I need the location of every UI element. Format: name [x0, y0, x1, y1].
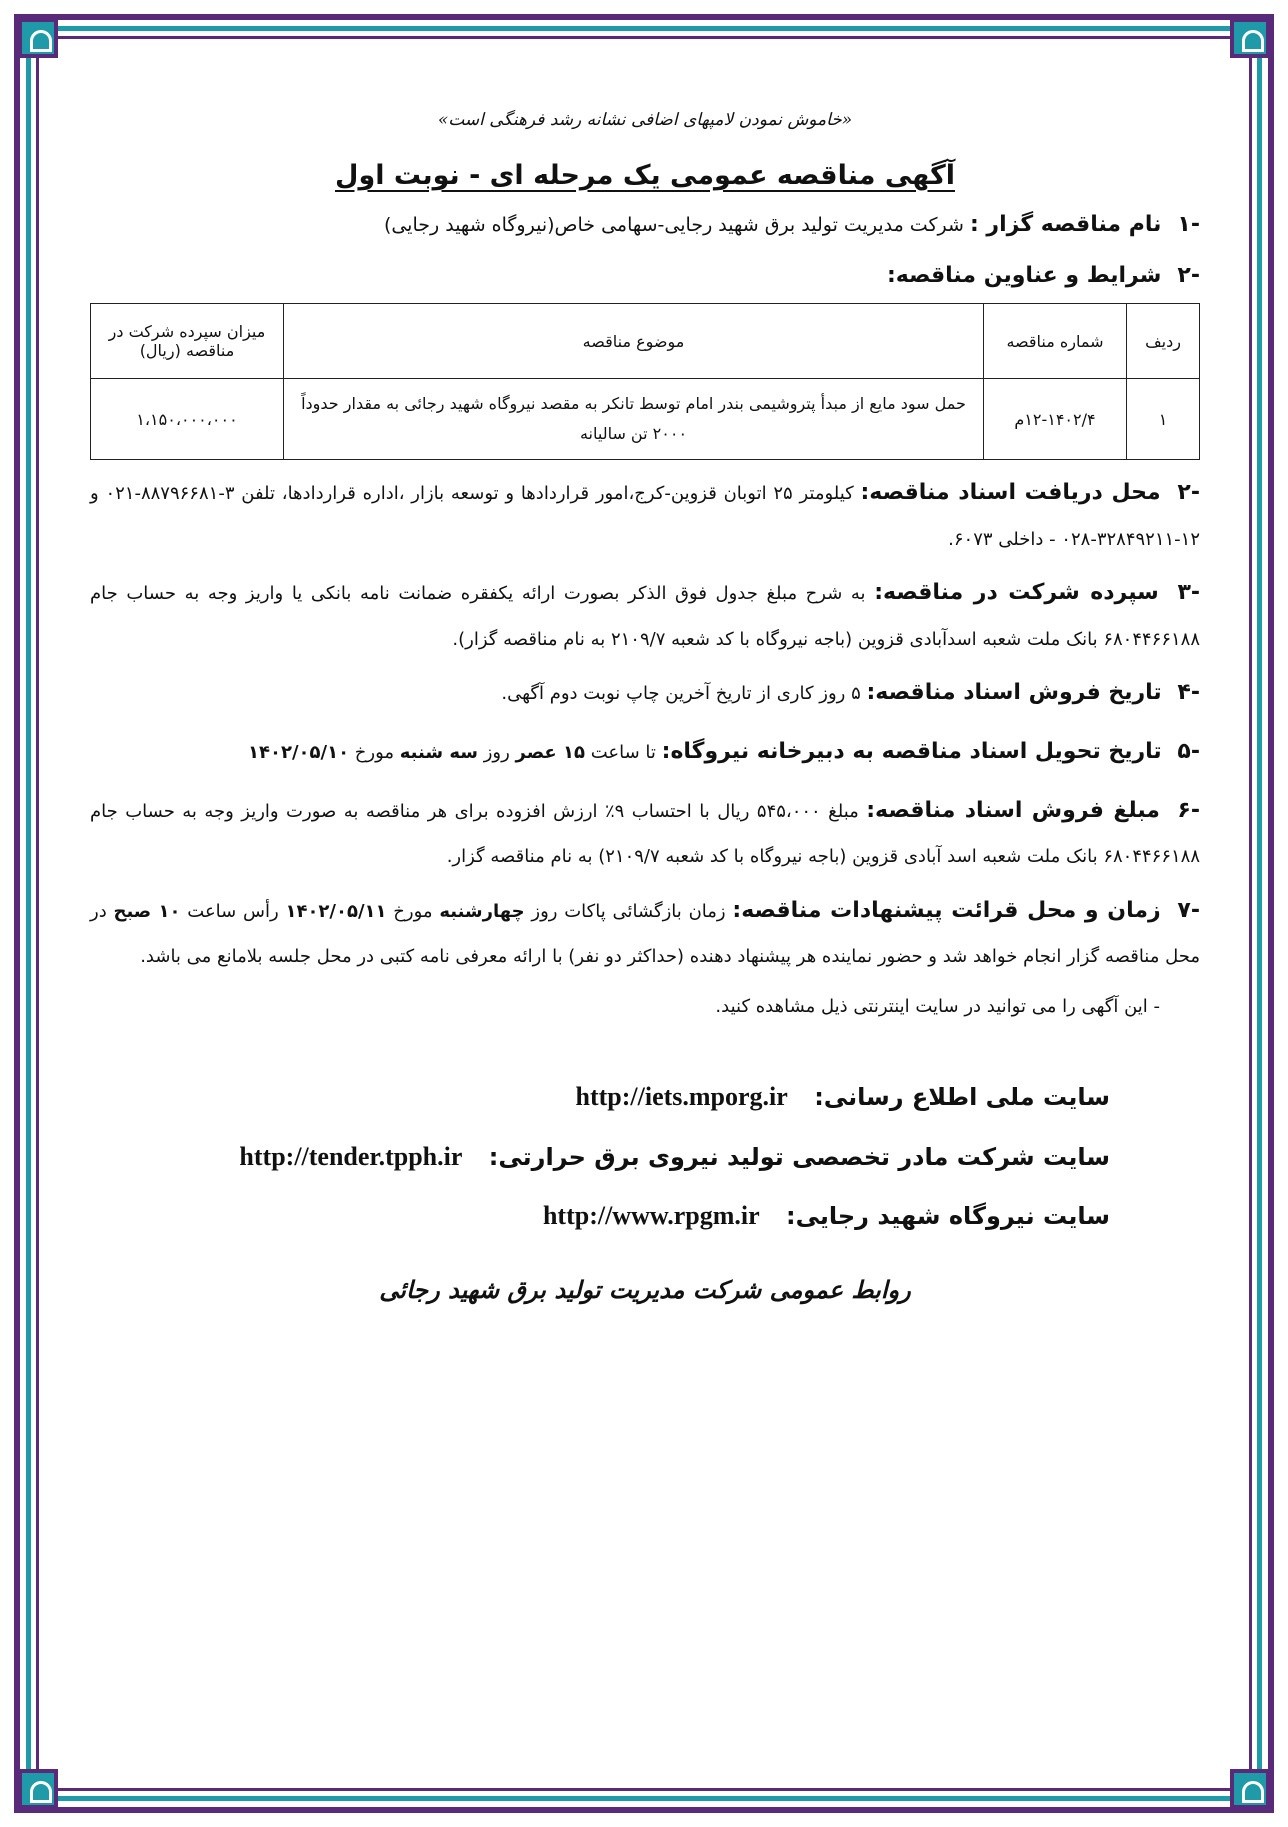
footer-signature: روابط عمومی شرکت مدیریت تولید برق شهید رجائی: [379, 1276, 911, 1305]
item-text: کیلومتر ۲۵ اتوبان قزوین-کرج،امور قراردادها و توسعه بازار ،اداره قراردادها، تلفن ۳-۸۸۷۹۶۶۸۱-۰۲۱ و ۱۲-۳۲۸۴۹۲۱۱-۰۲۸ - داخلی ۶۰۷۳.: [90, 483, 1200, 550]
item-2b: [90, 468, 1200, 560]
table-cell: حمل سود مایع از مبدأ پتروشیمی بندر امام توسط تانکر به مقصد نیروگاه شهید رجائی به مقدار حدوداً ۲۰۰۰ تن سالیانه: [284, 379, 984, 460]
table-header: ردیف: [1127, 304, 1200, 379]
item-4: [90, 668, 1200, 719]
table-header: موضوع مناقصه: [284, 304, 984, 379]
item-number: -۱: [1177, 212, 1200, 237]
note: - این آگهی را می توانید در سایت اینترنتی ذیل مشاهده کنید.: [715, 995, 1160, 1017]
item-2: [90, 258, 1200, 293]
item-number: -۲: [1177, 263, 1200, 289]
item-highlight: چهارشنبه: [439, 900, 525, 922]
website-label: سایت شرکت مادر تخصصی تولید نیروی برق حرارتی:: [488, 1142, 1110, 1171]
website-link[interactable]: http://iets.mporg.ir: [575, 1081, 788, 1111]
website-link[interactable]: http://tender.tpph.ir: [239, 1141, 463, 1171]
item-text: مبلغ ۵۴۵،۰۰۰ ریال با احتساب ۹٪ ارزش افزوده برای هر مناقصه به صورت واریز وجه به حساب جام ۶۸۰۴۴۶۶۱۸۸ بانک ملت شعبه اسد آبادی قزوین (باجه نیروگاه با کد شعبه ۲۱۰۹/۷) به نام مناقصه گزار.: [90, 800, 1200, 868]
item-5: [90, 727, 1200, 778]
item-text: ۵ روز کاری از تاریخ آخرین چاپ نوبت دوم آگهی.: [501, 683, 861, 705]
website-label: سایت ملی اطلاع رسانی:: [814, 1082, 1110, 1111]
table-header-row: [91, 304, 1200, 379]
item-text: رأس ساعت: [180, 900, 286, 922]
table-cell: ۱: [1127, 379, 1200, 460]
item-highlight: ۱۰ صبح: [113, 900, 181, 922]
item-text: در محل مناقصه گزار انجام خواهد شد و حضور نماینده هر پیشنهاد دهنده (حداکثر دو نفر) با ارائه معرفی نامه کتبی در محل جلسه بلامانع می باشد.: [90, 900, 1200, 968]
item-text: به شرح مبلغ جدول فوق الذکر بصورت ارائه یکفقره ضمانت نامه بانکی یا واریز وجه به حساب جام ۶۸۰۴۴۶۶۱۸۸ بانک ملت شعبه اسدآبادی قزوین (باجه نیروگاه با کد شعبه ۲۱۰۹/۷ به نام مناقصه گزار).: [90, 583, 1200, 650]
tender-table: [90, 303, 1200, 460]
item-label: شرایط و عناوین مناقصه:: [886, 263, 1162, 289]
website-link[interactable]: http://www.rpgm.ir: [542, 1201, 760, 1231]
item-label: سپرده شرکت در مناقصه:: [874, 580, 1159, 606]
table-cell: ۱،۱۵۰،۰۰۰،۰۰۰: [91, 379, 284, 460]
corner-ornament-icon: [1230, 1769, 1270, 1809]
item-highlight: سه شنبه: [399, 741, 478, 763]
item-number: -۲: [1177, 480, 1200, 506]
item-7: [90, 886, 1200, 978]
table-header: میزان سپرده شرکت در مناقصه (ریال): [91, 304, 284, 379]
page-title: آگهی مناقصه عمومی یک مرحله ای - نوبت اول: [335, 160, 955, 191]
corner-ornament-icon: [18, 18, 58, 58]
document-body: [90, 90, 1200, 1304]
item-text: مورخ: [349, 741, 400, 763]
corner-ornament-icon: [18, 1769, 58, 1809]
item-1: [90, 207, 1200, 242]
item-text: روز: [477, 741, 516, 763]
item-number: -۴: [1177, 680, 1200, 706]
item-text: زمان بازگشائی پاکات روز: [524, 900, 726, 922]
website-item: [90, 1186, 1110, 1246]
website-item: [90, 1067, 1110, 1127]
item-highlight: ۱۴۰۲/۰۵/۱۰: [248, 741, 350, 763]
table-cell: ۱۲-۱۴۰۲/۴م: [984, 379, 1127, 460]
table-row: [91, 379, 1200, 460]
item-number: -۶: [1177, 797, 1200, 823]
item-text: تا ساعت: [584, 741, 656, 763]
website-label: سایت نیروگاه شهید رجایی:: [785, 1202, 1110, 1231]
table-header: شماره مناقصه: [984, 304, 1127, 379]
item-label: تاریخ فروش اسناد مناقصه:: [866, 680, 1162, 706]
item-highlight: ۱۴۰۲/۰۵/۱۱: [285, 900, 387, 922]
item-label: مبلغ فروش اسناد مناقصه:: [866, 797, 1160, 823]
item-label: زمان و محل قرائت پیشنهادات مناقصه:: [732, 897, 1161, 923]
motto: «خاموش نمودن لامپهای اضافی نشانه رشد فرهنگی است»: [437, 110, 853, 130]
item-text: مورخ: [386, 900, 440, 922]
item-label: نام مناقصه گزار :: [969, 212, 1162, 237]
item-number: -۳: [1177, 580, 1201, 606]
item-text: شرکت مدیریت تولید برق شهید رجایی-سهامی خاص(نیروگاه شهید رجایی): [383, 214, 964, 236]
corner-ornament-icon: [1230, 18, 1270, 58]
item-label: تاریخ تحویل اسناد مناقصه به دبیرخانه نیروگاه:: [661, 738, 1162, 764]
item-highlight: ۱۵ عصر: [515, 741, 585, 763]
website-list: [90, 1067, 1200, 1246]
item-number: -۷: [1177, 897, 1200, 923]
item-3: [90, 568, 1200, 660]
item-label: محل دریافت اسناد مناقصه:: [860, 480, 1161, 506]
item-number: -۵: [1177, 738, 1200, 764]
website-item: [90, 1127, 1110, 1187]
item-6: [90, 786, 1200, 878]
